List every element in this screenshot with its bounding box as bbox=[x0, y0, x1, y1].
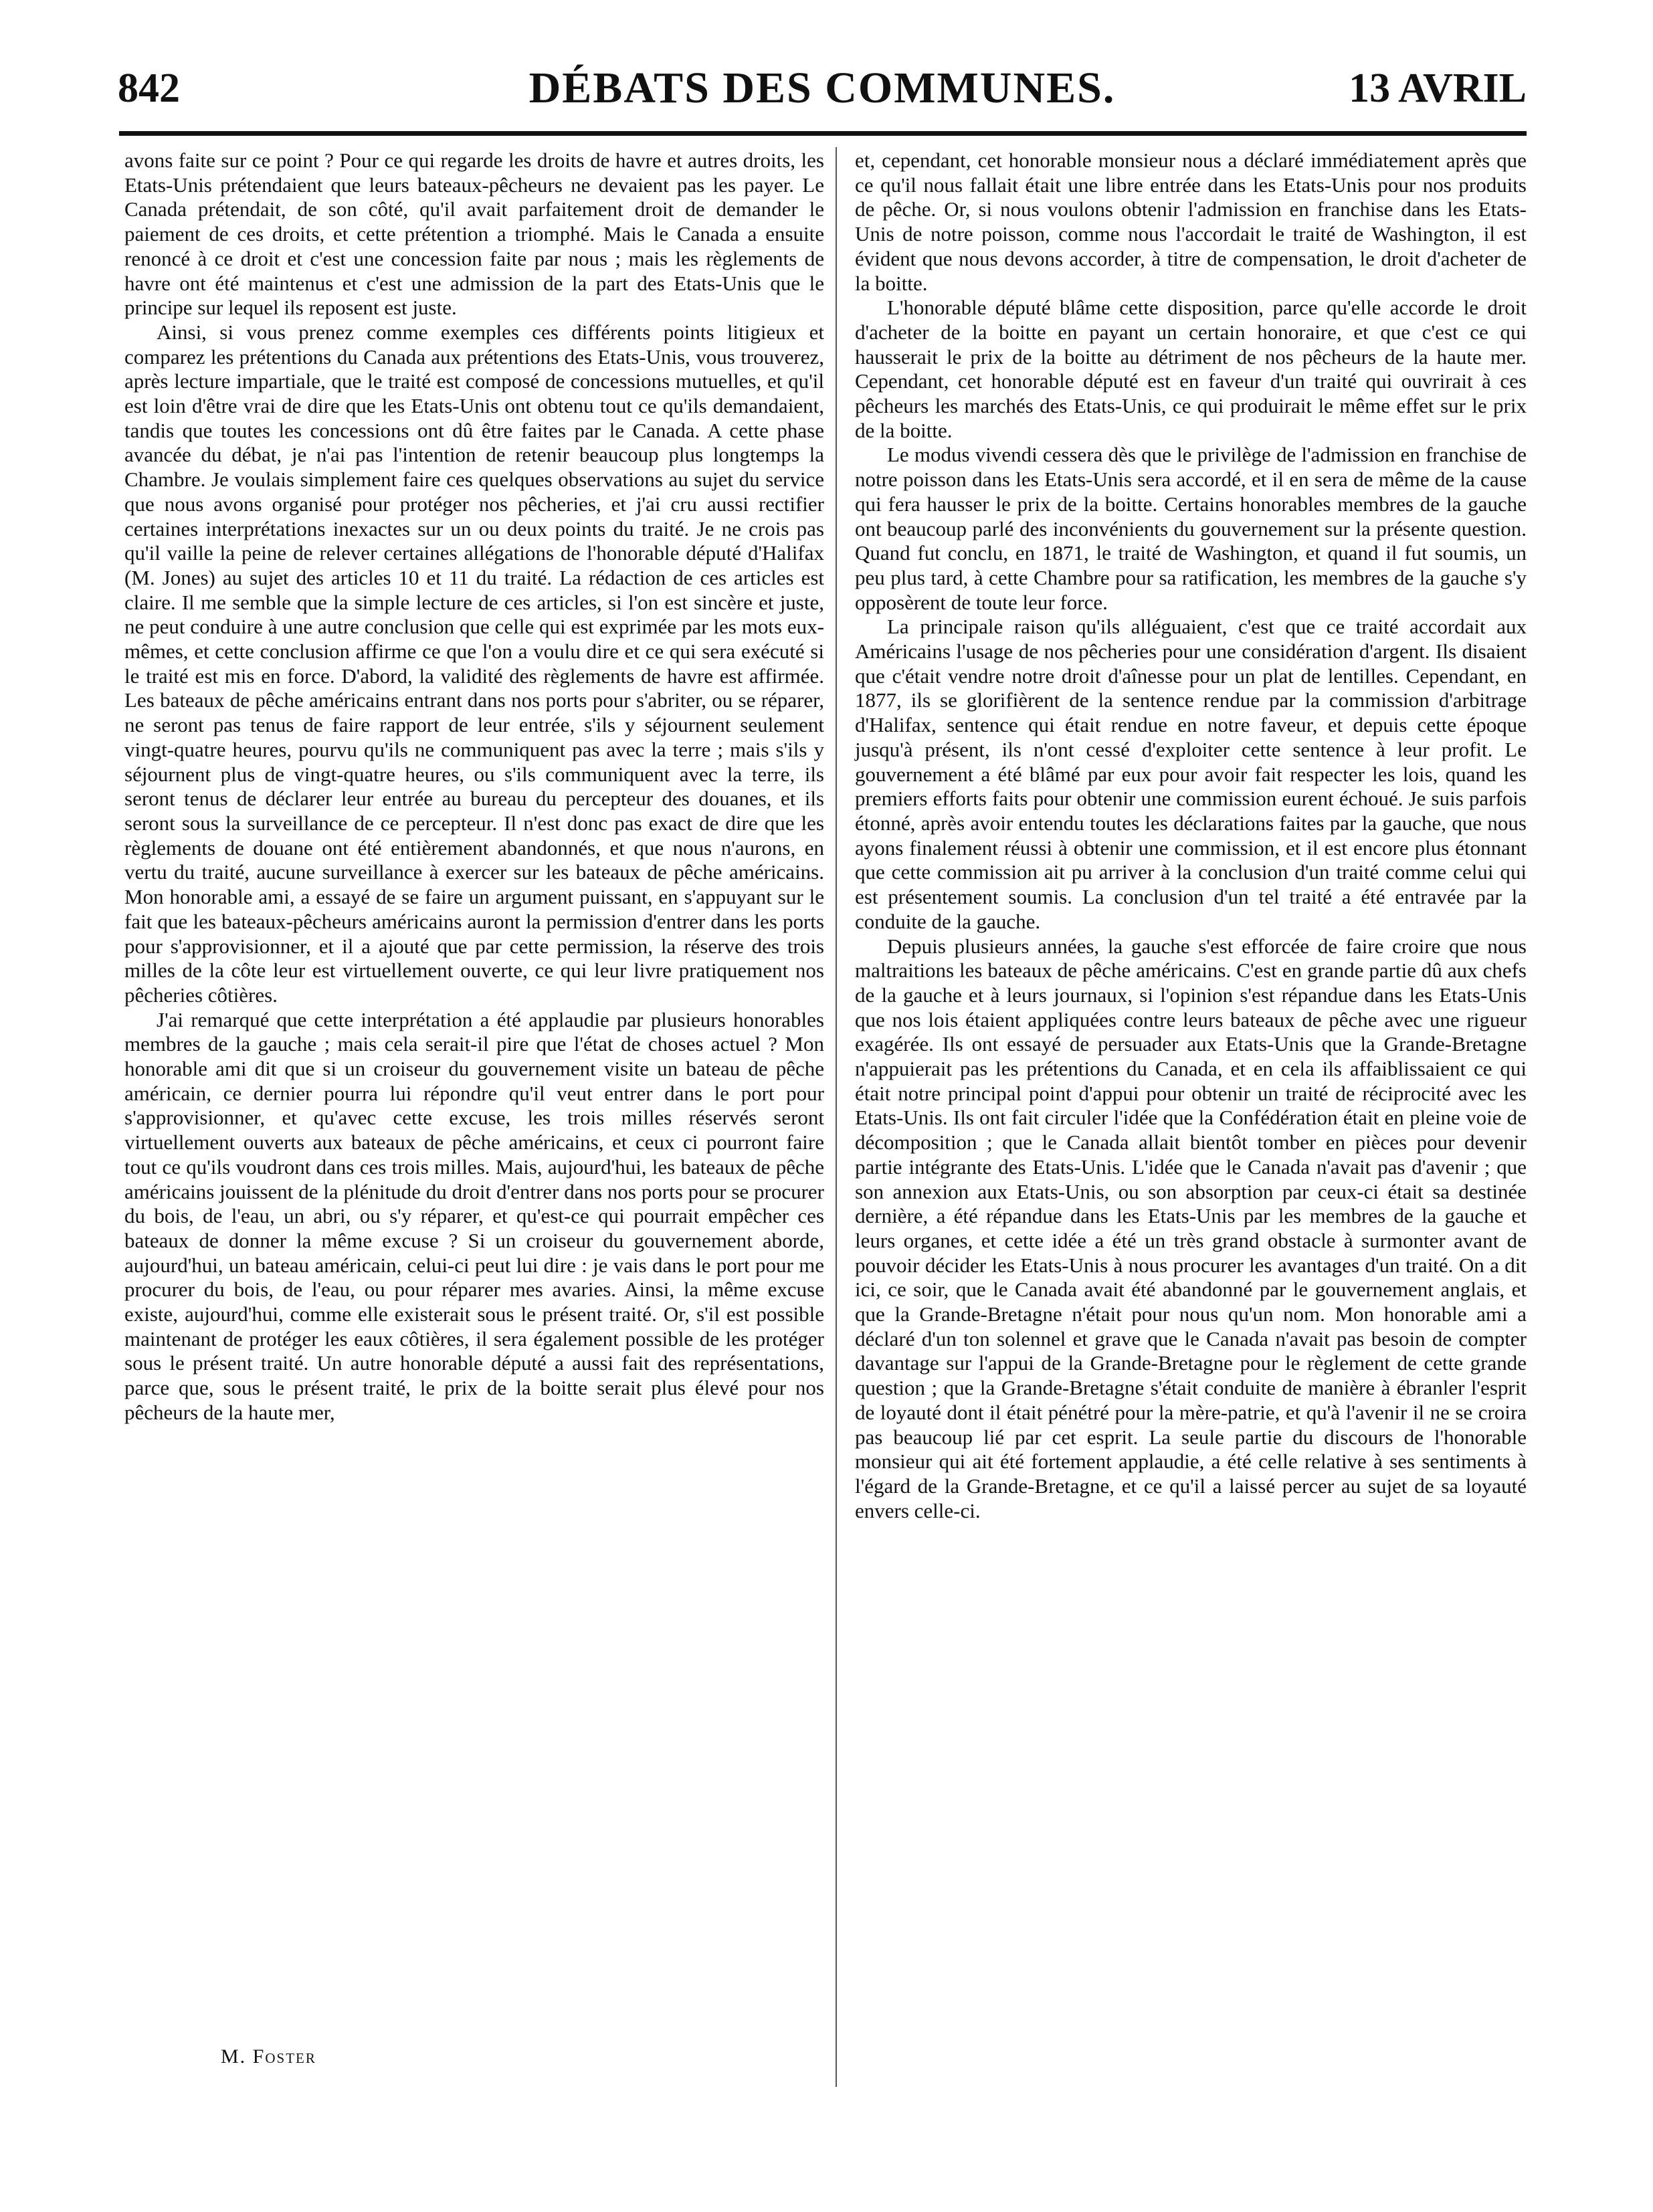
header-rule bbox=[119, 131, 1527, 136]
right-paragraph-5: Depuis plusieurs années, la gauche s'est efforcée de faire croire que nous maltraitions les bateaux de pêche américains. C'est en grande partie dû aux chefs de la gauche et à leurs journaux, si l'opinion s'est répandue dans les Etats-Unis que nos lois étaient appliquées contre leurs bateaux de pêche avec une rigueur exagérée. Ils ont essayé de persuader aux Etats-Unis que la Grande-Bretagne n'appuierait pas les prétentions du Canada, et en cela ils affaiblissaient ce qui était notre principal point d'appui pour obtenir un traité de réciprocité avec les Etats-Unis. Ils ont fait circuler l'idée que la Confédération était en pleine voie de décomposition ; que le Canada allait bientôt tomber en pièces pour devenir partie intégrante des Etats-Unis. L'idée que le Canada n'avait pas d'avenir ; que son annexion aux Etats-Unis, ou son absorption par ceux-ci était sa destinée dernière, a été répandue dans les Etats-Unis par les membres de la gauche et leurs organes, et cette idée a été un très grand obstacle à surmonter avant de pouvoir décider les Etats-Unis à nous procurer les avantages d'un traité. On a dit ici, ce soir, que le Canada avait été abandonné par le gouvernement anglais, et que la Grande-Bretagne n'était pour nous qu'un nom. Mon honorable ami a déclaré d'un ton solennel et grave que le Canada n'avait pas besoin de compter davantage sur l'appui de la Grande-Bretagne pour le règlement de cette grande question ; que la Grande-Bretagne s'était conduite de manière à ébranler l'esprit de loyauté dont il était pénétré pour la mère-patrie, et qu'à l'avenir il ne se croira pas beaucoup lié par cet esprit. La seule partie du discours de l'honorable monsieur qui ait été fortement applaudie, a été celle relative à ses sentiments à l'égard de la Grande-Bretagne, et ce qu'il a laissé percer au sujet de sa loyauté envers celle-ci. bbox=[855, 934, 1527, 1522]
left-column bbox=[124, 148, 824, 1425]
right-paragraph-3: Le modus vivendi cessera dès que le privilège de l'admission en franchise de notre poisson dans les Etats-Unis sera accordé, et il en sera de même de la cause qui fera hausser le prix de la boitte. Certains honorables membres de la gauche ont beaucoup parlé des inconvénients du gouvernement sur la présente question. Quand fut conclu, en 1871, le traité de Washington, et quand il fut soumis, un peu plus tard, à cette Chambre pour sa ratification, les membres de la gauche s'y opposèrent de toute leur force. bbox=[855, 443, 1527, 614]
page-header bbox=[118, 62, 1527, 115]
left-paragraph-1: avons faite sur ce point ? Pour ce qui regarde les droits de havre et autres droits, les Etats-Unis prétendaient que leurs bateaux-pêcheurs ne devaient pas les payer. Le Canada prétendait, de son côté, qu'il avait parfaitement droit de demander le paiement de ces droits, et cette prétention a triomphé. Mais le Canada a ensuite renoncé à ce droit et c'est une concession faite par nous ; mais les règlements de havre ont été maintenus et c'est une admission de la part des Etats-Unis que le principe sur lequel ils reposent est juste. bbox=[124, 148, 824, 320]
left-paragraph-3: J'ai remarqué que cette interprétation a été applaudie par plusieurs honorables membres de la gauche ; mais cela serait-il pire que l'état de choses actuel ? Mon honorable ami dit que si un croiseur du gouvernement visite un bateau de pêche américain, ce dernier pourra lui répondre qu'il veut entrer dans le port pour s'approvisionner, et qu'avec cette excuse, les trois milles réservés seront virtuellement ouverts aux bateaux de pêche américains, et ceux ci pourront faire tout ce qu'ils voudront dans ces trois milles. Mais, aujourd'hui, les bateaux de pêche américains jouissent de la plénitude du droit d'entrer dans nos ports pour se procurer du bois, de l'eau, un abri, ou s'y réparer, et qu'est-ce qui pourrait empêcher ces bateaux de donner la même excuse ? Si un croiseur du gouvernement aborde, aujourd'hui, un bateau américain, celui-ci peut lui dire : je vais dans le port pour me procurer du bois, de l'eau, ou pour réparer mes avaries. Ainsi, la même excuse existe, aujourd'hui, comme elle existerait sous le présent traité. Or, s'il est possible maintenant de protéger les eaux côtières, il sera également possible de les protéger sous le présent traité. Un autre honorable député a aussi fait des représentations, parce que, sous le présent traité, le prix de la boitte serait plus élevé pour nos pêcheurs de la haute mer, bbox=[124, 1007, 824, 1424]
column-divider bbox=[836, 147, 837, 2087]
speaker-footer: M. Foster bbox=[221, 2045, 316, 2068]
right-column bbox=[855, 148, 1527, 1523]
page-number: 842 bbox=[118, 66, 180, 111]
left-paragraph-2: Ainsi, si vous prenez comme exemples ces différents points litigieux et comparez les prétentions du Canada aux prétentions des Etats-Unis, vous trouverez, après lecture impartiale, que le traité est composé de concessions mutuelles, et qu'il est loin d'être vrai de dire que les Etats-Unis ont obtenu tout ce qu'ils demandaient, tandis que toutes les concessions ont dû être faites par le Canada. A cette phase avancée du débat, je n'ai pas l'intention de retenir beaucoup plus longtemps la Chambre. Je voulais simplement faire ces quelques observations au sujet du service que nous avons organisé pour protéger nos pêcheries, et j'ai cru aussi rectifier certaines interprétations inexactes sur un ou deux points du traité. Je ne crois pas qu'il vaille la peine de relever certaines allégations de l'honorable député d'Halifax (M. Jones) au sujet des articles 10 et 11 du traité. La rédaction de ces articles est claire. Il me semble que la simple lecture de ces articles, si l'on est sincère et juste, ne peut conduire à une autre conclusion que celle qui est exprimée par les mots eux-mêmes, et cette conclusion affirme ce que l'on a voulu dire et ce qui sera exécuté si le traité est mis en force. D'abord, la validité des règlements de havre est affirmée. Les bateaux de pêche américains entrant dans nos ports pour s'abriter, ou se réparer, ne seront pas tenus de faire rapport de leur entrée, s'ils y séjournent seulement vingt-quatre heures, pourvu qu'ils ne communiquent pas avec la terre ; mais s'ils y séjournent plus de vingt-quatre heures, ou s'ils communiquent avec la terre, ils seront tenus de déclarer leur entrée au bureau du percepteur des douanes, et ils seront sous la surveillance de ce percepteur. Il n'est donc pas exact de dire que les règlements de douane ont été entièrement abandonnés, et que nous n'aurons, en vertu du traité, aucune surveillance à exercer sur les bateaux de pêche américains. Mon honorable ami, a essayé de se faire un argument puissant, en s'appuyant sur le fait que les bateaux-pêcheurs américains auront la permission d'entrer dans les ports pour s'approvisionner, et il a ajouté que par cette permission, la réserve des trois milles de la côte leur est virtuellement ouverte, ce qui leur livre pratiquement nos pêcheries côtières. bbox=[124, 320, 824, 1007]
right-paragraph-1: et, cependant, cet honorable monsieur nous a déclaré immédiatement après que ce qu'il nous fallait était une libre entrée dans les Etats-Unis pour nos produits de pêche. Or, si nous voulons obtenir l'admission en franchise dans les Etats-Unis de notre poisson, comme nous l'accordait le traité de Washington, il est évident que nous devons accorder, à titre de compensation, le droit d'acheter de la boitte. bbox=[855, 148, 1527, 295]
right-paragraph-2: L'honorable député blâme cette disposition, parce qu'elle accorde le droit d'acheter de la boitte en payant un certain honoraire, et que c'est ce qui hausserait le prix de la boitte au détriment de nos pêcheurs de la haute mer. Cependant, cet honorable député est en faveur d'un traité qui ouvrirait à ces pêcheurs les marchés des Etats-Unis, ce qui produirait le même effet sur le prix de la boitte. bbox=[855, 296, 1527, 442]
right-paragraph-4: La principale raison qu'ils alléguaient, c'est que ce traité accordait aux Américains l'usage de nos pêcheries pour une considération d'argent. Ils disaient que c'était vendre notre droit d'aînesse pour un plat de lentilles. Cependant, en 1877, ils se glorifièrent de la sentence rendue par la commission d'arbitrage d'Halifax, sentence qui était rendue en notre faveur, et depuis cette époque jusqu'à présent, ils n'ont cessé d'exploiter cette sentence à leur profit. Le gouvernement a été blâmé par eux pour avoir fait respecter les lois, quand les premiers efforts faits pour obtenir une commission eurent échoué. Je suis parfois étonné, après avoir entendu toutes les déclarations faites par la gauche, que nous ayons finalement réussi à obtenir une commission, et il est encore plus étonnant que cette commission ait pu arriver à la conclusion d'un traité comme celui qui est présentement soumis. La conclusion d'un tel traité a été entravée par la conduite de la gauche. bbox=[855, 615, 1527, 933]
running-title: DÉBATS DES COMMUNES. bbox=[528, 64, 1116, 112]
header-date: 13 AVRIL bbox=[1349, 66, 1527, 111]
